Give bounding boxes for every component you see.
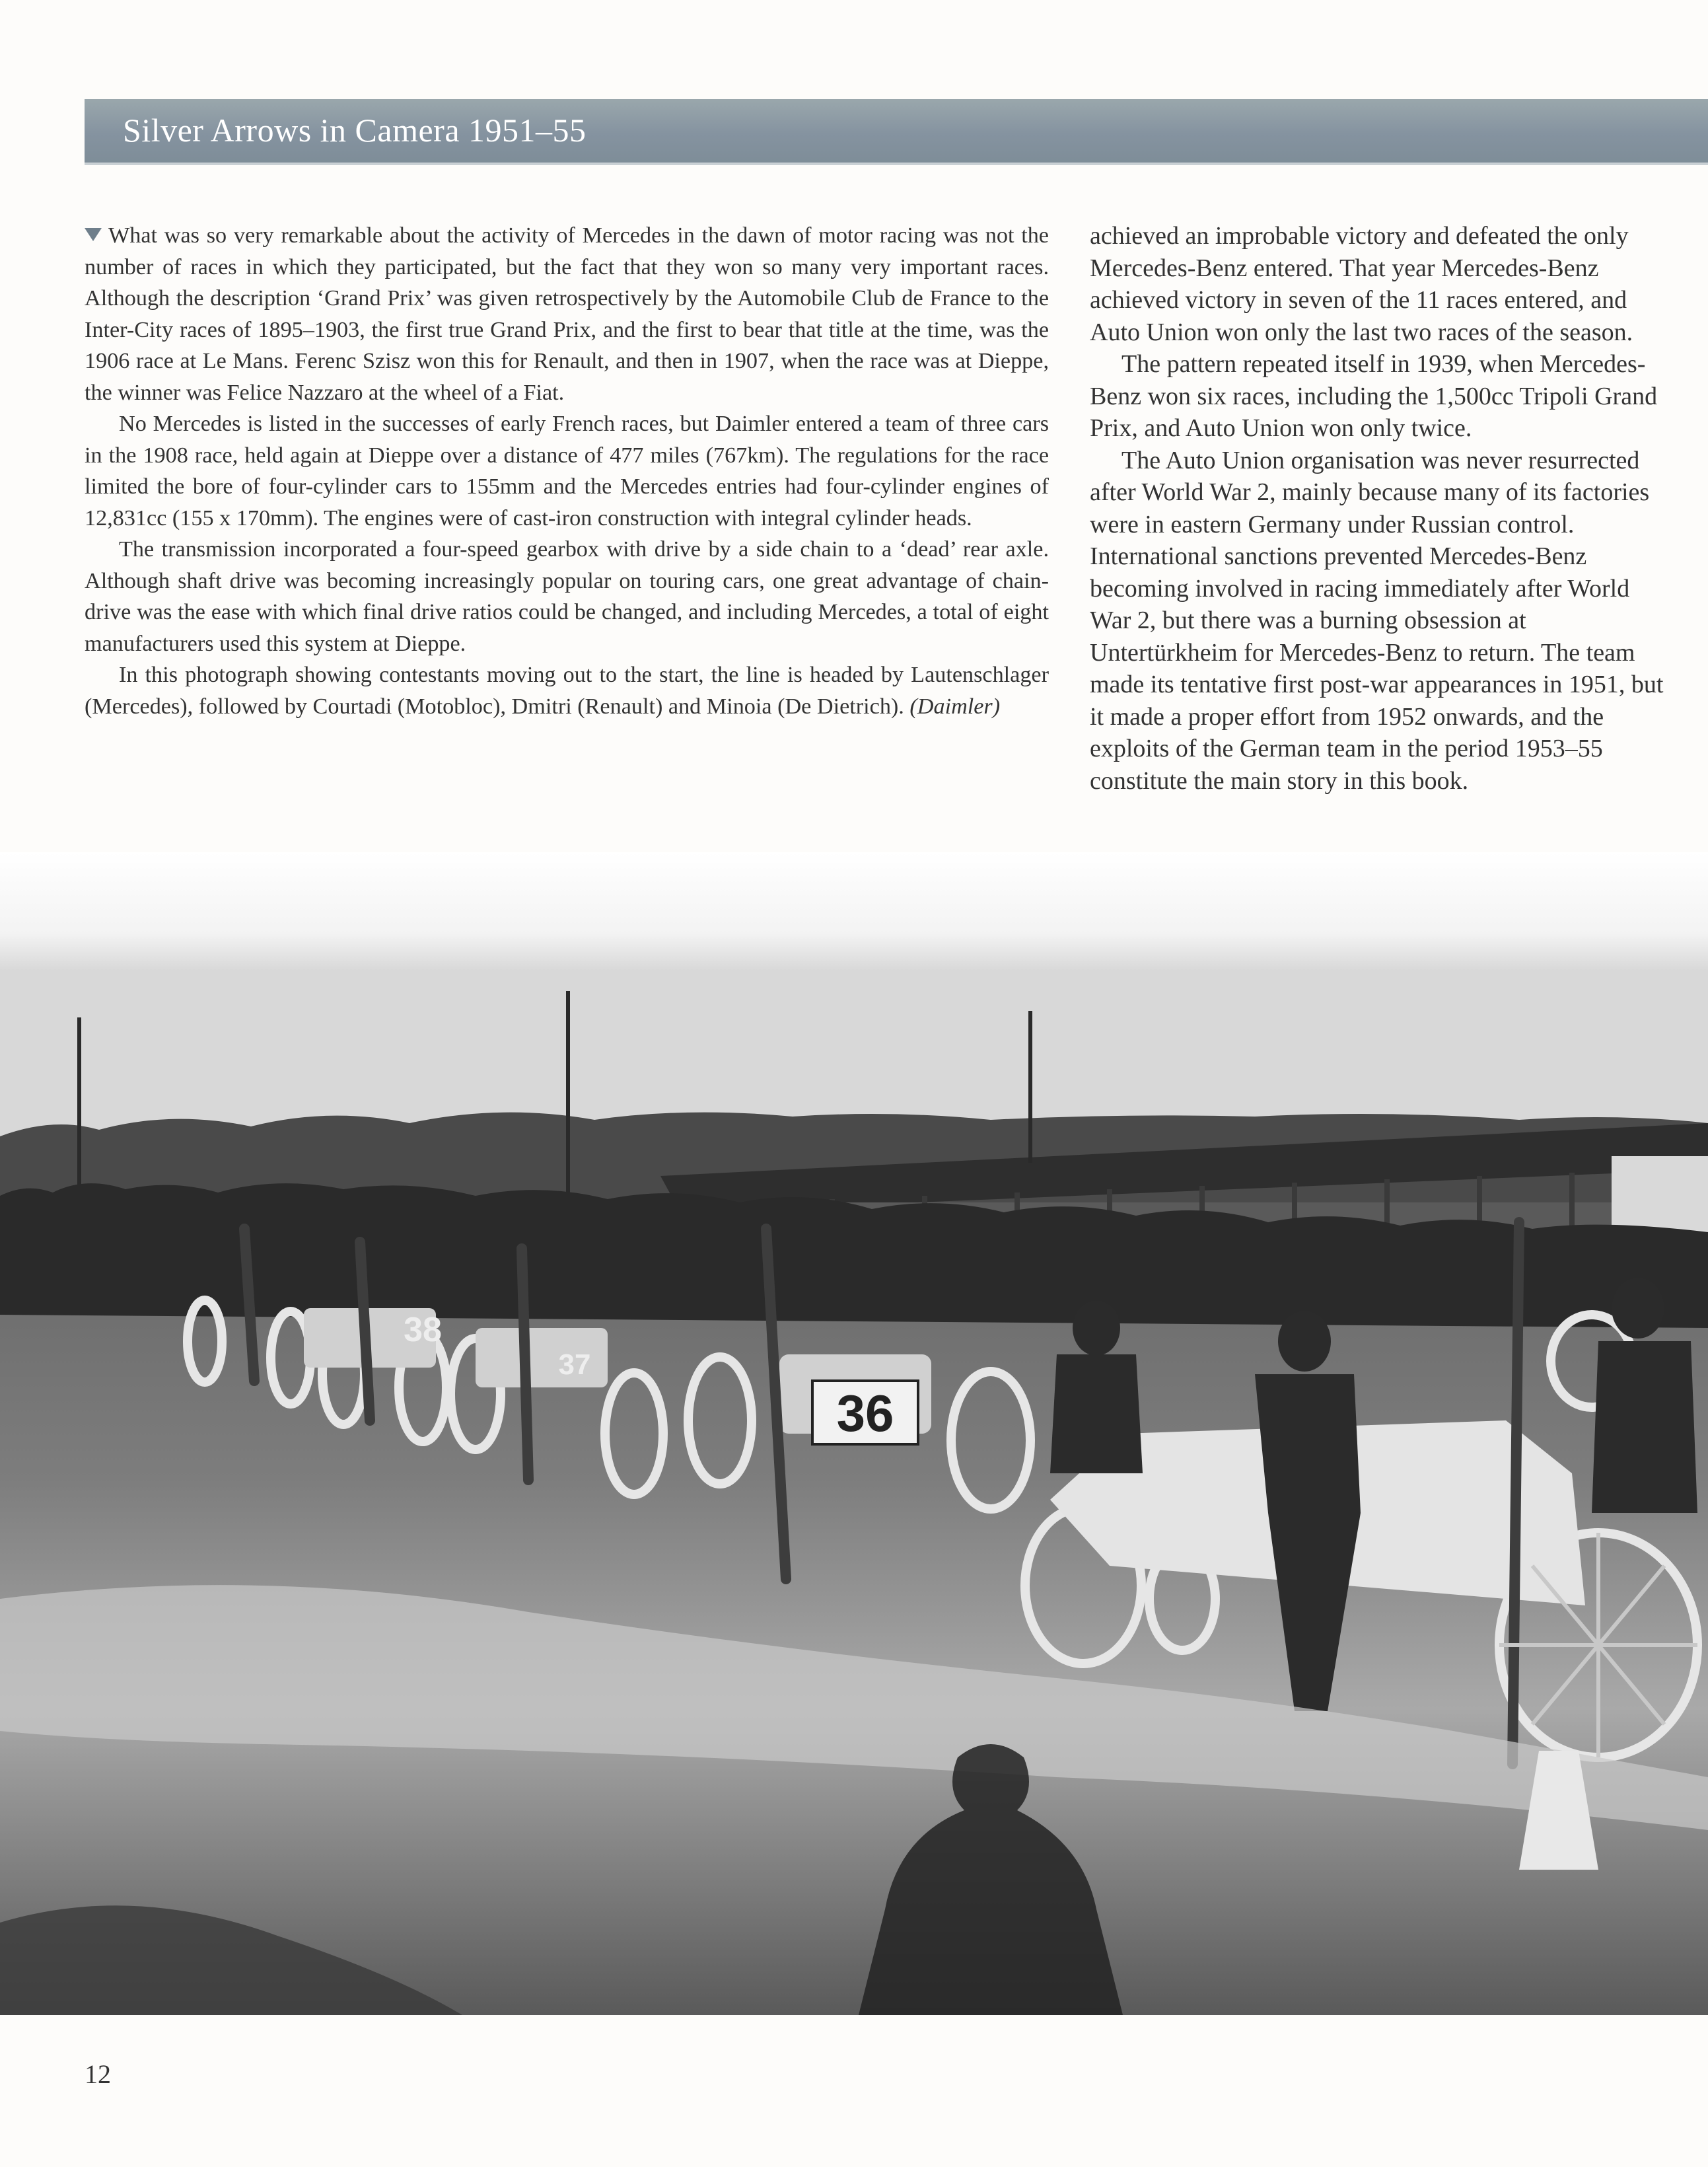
car-number-36: 36 xyxy=(836,1384,894,1442)
car-number-38: 38 xyxy=(404,1311,442,1349)
paragraph-2: No Mercedes is listed in the successes of early French races, but Daimler entered a team of three cars in the 1908 race, held again at Dieppe over a distance of 477 miles (767km). The regulations for the race limited the bore of four-cylinder cars to 155mm and the Mercedes entries had four-cylinder engines of 12,831cc (155 x 170mm). The engines were of cast-iron construction with integral cylinder heads. xyxy=(85,412,1049,531)
triangle-down-icon xyxy=(85,228,102,241)
historic-race-photo xyxy=(0,852,1708,2015)
paragraph-1-text: What was so very remarkable about the activity of Mercedes in the dawn of motor racing was not the number of races in which they participated, but the fact that they won so many very important races. Although the description ‘Grand Prix’ was given retrospectively by the Automobile Club de France to the Inter-City races of 1895–1903, the first true Grand Prix, and the first to bear that title at the time, was the 1906 race at Le Mans. Ferenc Szisz won this for Renault, and then in 1907, when the race was at Dieppe, the winner was Felice Nazzaro at the wheel of a Fiat. xyxy=(85,223,1049,405)
car-number-37: 37 xyxy=(558,1348,591,1381)
page-number: 12 xyxy=(85,2059,111,2089)
chapter-header-band xyxy=(85,99,1708,165)
chapter-title: Silver Arrows in Camera 1951–55 xyxy=(123,112,587,149)
paragraph-4 xyxy=(85,659,1049,722)
paragraph-6: The pattern repeated itself in 1939, when Mercedes-Benz won six races, including the 1,500cc Tripoli Grand Prix, and Auto Union won only twice. xyxy=(1090,350,1658,442)
photo-credit: (Daimler) xyxy=(909,694,1001,719)
paragraph-7: The Auto Union organisation was never resurrected after World War 2, mainly because many of its factories were in eastern Germany under Russian control. International sanctions prevented Mercedes-Benz becoming involved in racing immediately after World War 2, but there was a burning obsession at Untertürkheim for Mercedes-Benz to return. The team made its tentative first post-war appearances in 1951, but it made a proper effort from 1952 onwards, and the exploits of the German team in the period 1953–55 constitute the main story in this book. xyxy=(1090,446,1664,795)
left-text-column xyxy=(85,220,1049,722)
paragraph-5: achieved an improbable victory and defeated the only Mercedes-Benz entered. That year Mercedes-Benz achieved victory in seven of the 11 races entered, and Auto Union won only the last two races of the season. xyxy=(1090,222,1633,346)
right-text-column xyxy=(1090,220,1671,797)
photo-illustration xyxy=(0,852,1708,2015)
paragraph-1 xyxy=(85,220,1049,408)
paragraph-3: The transmission incorporated a four-speed gearbox with drive by a side chain to a ‘dead’ rear axle. Although shaft drive was becoming increasingly popular on touring cars, one great advantage of chain-drive was the ease with which final drive ratios could be changed, and including Mercedes, a total of eight manufacturers used this system at Dieppe. xyxy=(85,537,1049,656)
caption-text: In this photograph showing contestants moving out to the start, the line is headed by Lautenschlager (Mercedes), followed by Courtadi (Motobloc), Dmitri (Renault) and Minoia (De Dietrich). xyxy=(85,663,1049,719)
